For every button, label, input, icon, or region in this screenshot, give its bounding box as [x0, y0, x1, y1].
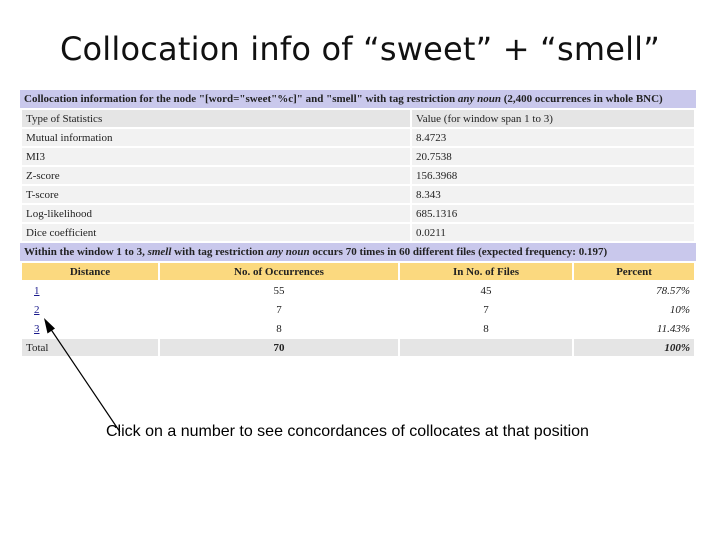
percent-header: Percent: [574, 263, 694, 280]
files-header: In No. of Files: [400, 263, 572, 280]
occurrences-header: No. of Occurrences: [160, 263, 398, 280]
stat-label: Dice coefficient: [22, 224, 410, 241]
total-percent: 100%: [574, 339, 694, 356]
stat-label: MI3: [22, 148, 410, 165]
slide-title: Collocation info of “sweet” + “smell”: [59, 30, 661, 68]
window-tag: any noun: [266, 246, 310, 258]
files-cell: 8: [483, 322, 489, 335]
stat-type-header: Type of Statistics: [22, 110, 410, 127]
window-post: occurs 70 times in 60 different files (expected frequency: 0.197): [309, 246, 608, 258]
total-occurrences: 70: [160, 339, 398, 356]
stat-value: 8.343: [412, 186, 694, 203]
window-mid: with tag restriction: [171, 246, 267, 258]
stat-value: 20.7538: [412, 148, 694, 165]
window-collocate: smell: [147, 246, 172, 258]
header-tag: any noun: [457, 93, 501, 105]
files-cell: 7: [483, 303, 489, 316]
occurrences-cell: 7: [276, 303, 282, 316]
percent-cell: 10%: [669, 303, 690, 316]
stat-label: Log-likelihood: [22, 205, 410, 222]
total-label: Total: [22, 339, 158, 356]
occurrences-cell: 55: [273, 284, 285, 297]
percent-cell: 78.57%: [656, 284, 690, 297]
distance-link-2[interactable]: 2: [34, 303, 40, 316]
stat-label: Z-score: [22, 167, 410, 184]
distance-link-3[interactable]: 3: [34, 322, 40, 335]
stat-value: 156.3968: [412, 167, 694, 184]
occurrences-cell: 8: [276, 322, 282, 335]
stat-label: Mutual information: [22, 129, 410, 146]
percent-cell: 11.43%: [656, 322, 690, 335]
header-post: (2,400 occurrences in whole BNC): [500, 93, 663, 105]
files-cell: 45: [480, 284, 492, 297]
stat-value: 0.0211: [412, 224, 694, 241]
distance-link-1[interactable]: 1: [34, 284, 40, 297]
window-pre: Within the window 1 to 3,: [24, 246, 148, 258]
arrow-line: [50, 328, 120, 432]
stat-value: 8.4723: [412, 129, 694, 146]
arrow-head-icon: [44, 318, 55, 334]
stat-label: T-score: [22, 186, 410, 203]
header-pre: Collocation information for the node "[word="sweet"%c]" and "smell" with tag restriction: [24, 93, 458, 105]
stat-value-header: Value (for window span 1 to 3): [412, 110, 694, 127]
stat-value: 685.1316: [412, 205, 694, 222]
caption-text: Click on a number to see concordances of collocates at that position: [106, 423, 589, 440]
distance-header: Distance: [22, 263, 158, 280]
